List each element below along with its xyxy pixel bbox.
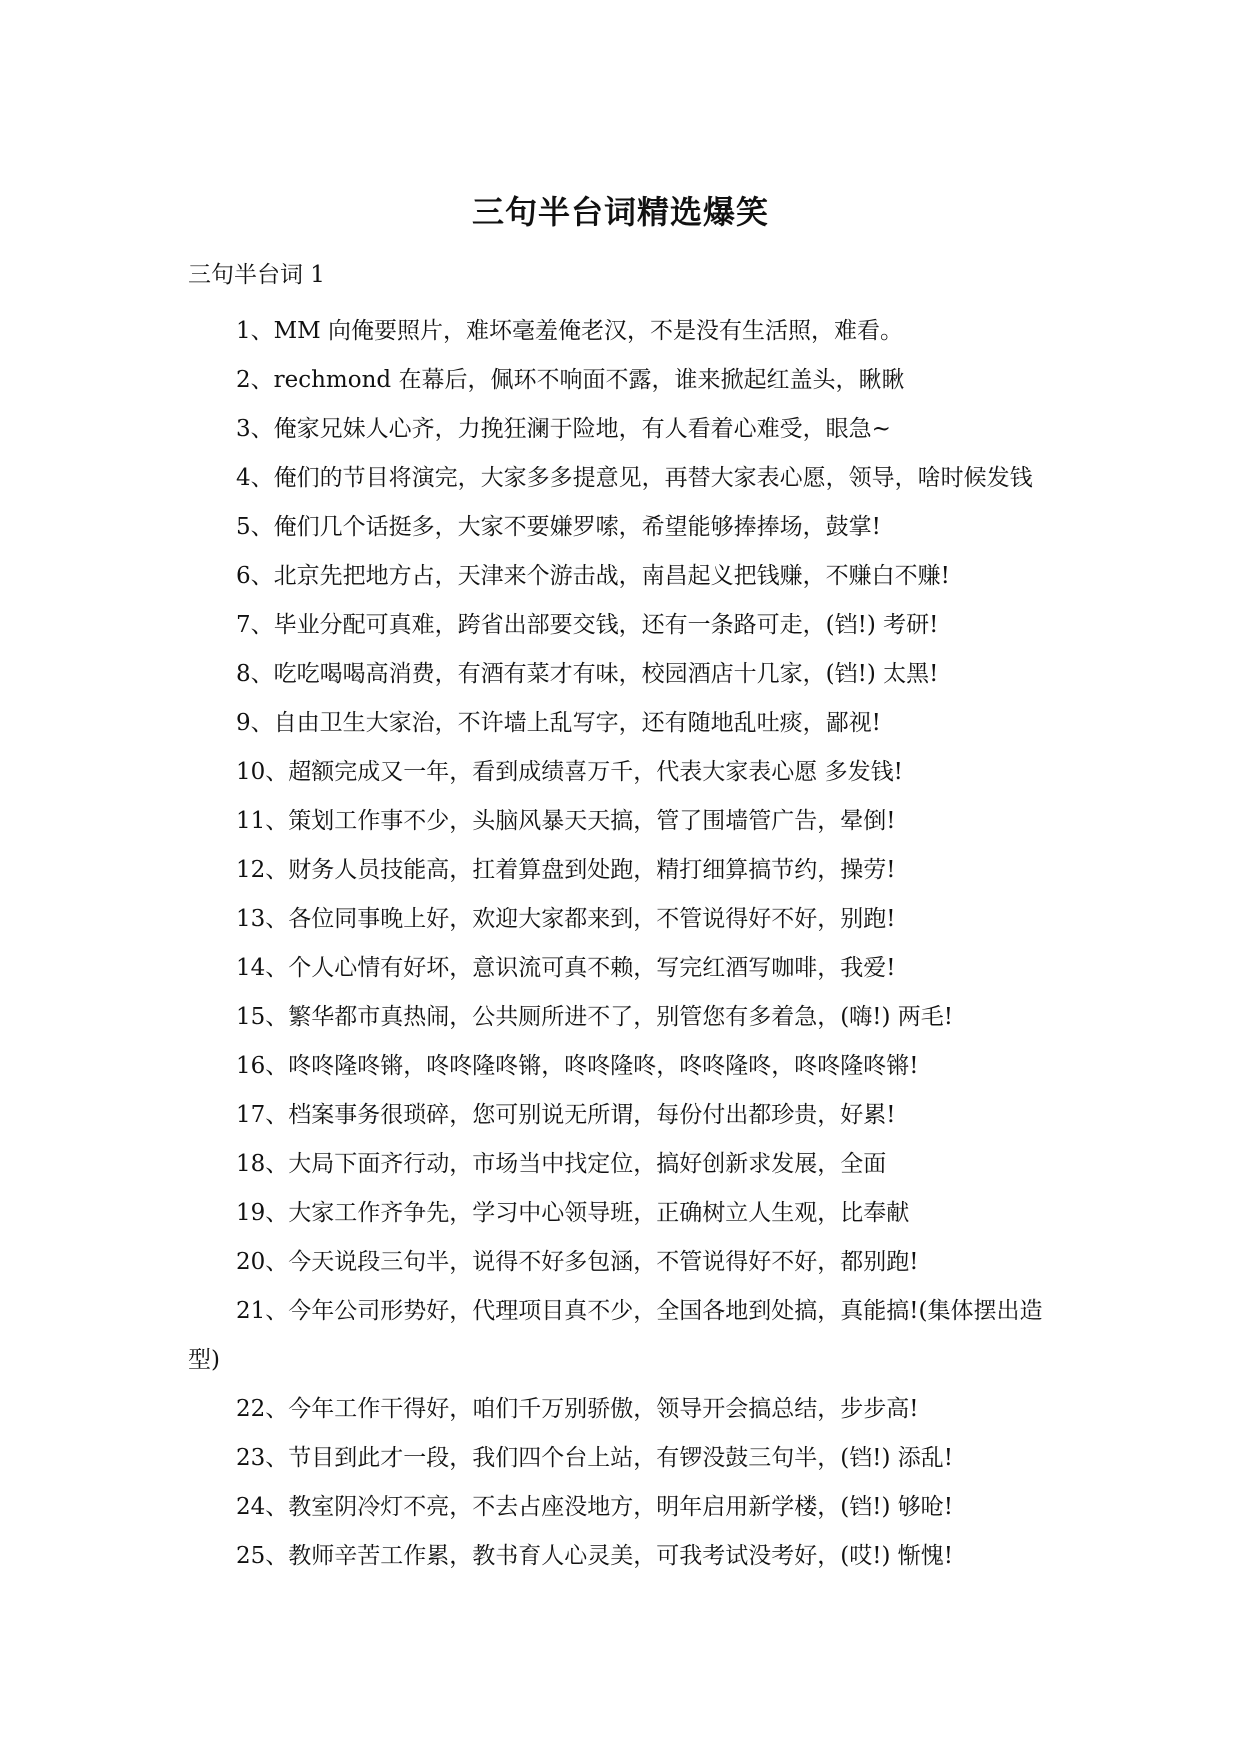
script-line: 20、今天说段三句半，说得不好多包涵，不管说得好不好，都别跑!: [236, 1249, 919, 1275]
script-line: 25、教师辛苦工作累，教书育人心灵美，可我考试没考好，(哎!) 惭愧!: [236, 1543, 954, 1569]
script-line: 15、繁华都市真热闹，公共厕所进不了，别管您有多着急，(嗨!) 两毛!: [236, 1004, 954, 1030]
script-line: 13、各位同事晚上好，欢迎大家都来到，不管说得好不好，别跑!: [236, 906, 896, 932]
script-line: 1、MM 向俺要照片，难坏毫羞俺老汉，不是没有生活照，难看。: [236, 318, 904, 344]
script-line: 5、俺们几个话挺多，大家不要嫌罗嗦，希望能够捧捧场，鼓掌!: [236, 514, 881, 540]
script-line: 23、节目到此才一段，我们四个台上站，有锣没鼓三句半，(铛!) 添乱!: [236, 1445, 954, 1471]
document-title: 三句半台词精选爆笑: [471, 193, 769, 231]
script-line: 18、大局下面齐行动，市场当中找定位，搞好创新求发展，全面: [236, 1151, 887, 1177]
script-line: 24、教室阴冷灯不亮，不去占座没地方，明年启用新学楼，(铛!) 够呛!: [236, 1494, 954, 1520]
section-heading: 三句半台词 1: [188, 262, 325, 288]
document-body: [188, 258, 1058, 1581]
script-line: 21、今年公司形势好，代理项目真不少，全国各地到处搞，真能搞!(集体摆出造型): [188, 1298, 1043, 1373]
script-line: 8、吃吃喝喝高消费，有酒有菜才有味，校园酒店十几家，(铛!) 太黑!: [236, 661, 939, 687]
script-line: 14、个人心情有好坏，意识流可真不赖，写完红酒写咖啡，我爱!: [236, 955, 896, 981]
script-line: 10、超额完成又一年，看到成绩喜万千，代表大家表心愿 多发钱!: [236, 759, 903, 785]
script-line: 3、俺家兄妹人心齐，力挽狂澜于险地，有人看着心难受，眼急~: [236, 416, 891, 442]
script-line: 7、毕业分配可真难，跨省出部要交钱，还有一条路可走，(铛!) 考研!: [236, 612, 939, 638]
script-line: 19、大家工作齐争先，学习中心领导班，正确树立人生观，比奉献: [236, 1200, 910, 1226]
script-line: 6、北京先把地方占，天津来个游击战，南昌起义把钱赚，不赚白不赚!: [236, 563, 950, 589]
script-line: 2、rechmond 在幕后，佩环不响面不露，谁来掀起红盖头，瞅瞅: [236, 367, 905, 393]
script-line: 9、自由卫生大家治，不许墙上乱写字，还有随地乱吐痰，鄙视!: [236, 710, 881, 736]
script-line: 11、策划工作事不少，头脑风暴天天搞，管了围墙管广告，晕倒!: [236, 808, 896, 834]
script-line-list: [188, 307, 1058, 1581]
script-line: 16、咚咚隆咚锵，咚咚隆咚锵，咚咚隆咚，咚咚隆咚，咚咚隆咚锵!: [236, 1053, 919, 1079]
script-line: 12、财务人员技能高，扛着算盘到处跑，精打细算搞节约，操劳!: [236, 857, 896, 883]
script-line: 4、俺们的节目将演完，大家多多提意见，再替大家表心愿，领导，啥时候发钱: [236, 465, 1033, 491]
script-line: 17、档案事务很琐碎，您可别说无所谓，每份付出都珍贵，好累!: [236, 1102, 896, 1128]
script-line: 22、今年工作干得好，咱们千万别骄傲，领导开会搞总结，步步高!: [236, 1396, 919, 1422]
